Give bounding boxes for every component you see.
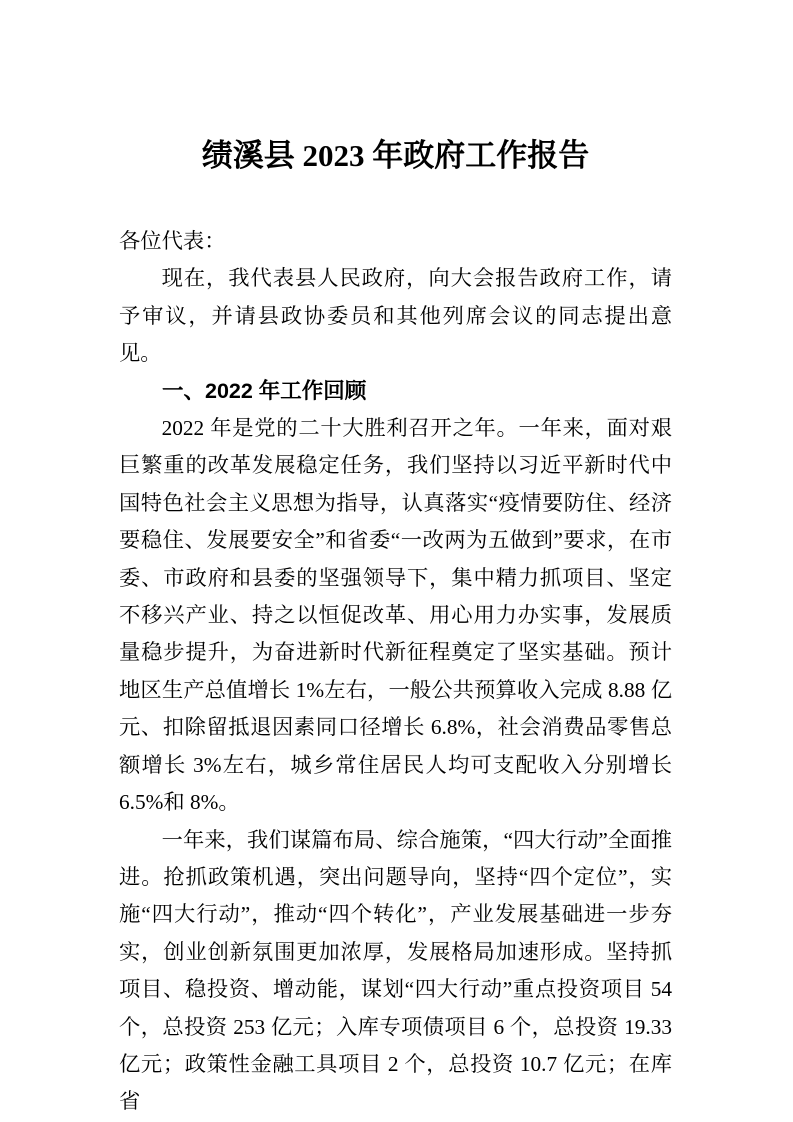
section-heading-2022-review: 一、2022 年工作回顾 [162, 378, 367, 403]
paragraph-four-actions: 一年来，我们谋篇布局、综合施策，“四大行动”全面推进。抢抓政策机遇，突出问题导向，坚持“四个定位”，实施“四大行动”，推动“四个转化”，产业发展基础进一步夯实，创业创新氛围更加浓厚，发展格局加速形成。坚持抓项目、稳投资、增动能，谋划“四大行动”重点投资项目 54 个，总投资 253 亿元；入库专项债项目 6 个，总投资 19.33 亿元；政策性金融工具项目 2 个，总投资 10.7 亿元；在库省 [119, 827, 672, 1114]
document-title: 绩溪县 2023 年政府工作报告 [201, 138, 590, 173]
paragraph-2022-summary: 2022 年是党的二十大胜利召开之年。一年来，面对艰巨繁重的改革发展稳定任务，我们坚持以习近平新时代中国特色社会主义思想为指导，认真落实“疫情要防住、经济要稳住、发展要安全”和省委“一改两为五做到”要求，在市委、市政府和县委的坚强领导下，集中精力抓项目、坚定不移兴产业、持之以恒促改革、用心用力办实事，发展质量稳步提升，为奋进新时代新征程奠定了坚实基础。预计地区生产总值增长 1%左右，一般公共预算收入完成 8.88 亿元、扣除留抵退因素同口径增长 6.8%，社会消费品零售总额增长 3%左右，城乡常住居民人均可支配收入分别增长 6.5%和 8%。 [119, 416, 672, 815]
salutation: 各位代表： [119, 229, 226, 253]
intro-paragraph: 现在，我代表县人民政府，向大会报告政府工作，请予审议，并请县政协委员和其他列席会议的同志提出意见。 [119, 266, 672, 366]
